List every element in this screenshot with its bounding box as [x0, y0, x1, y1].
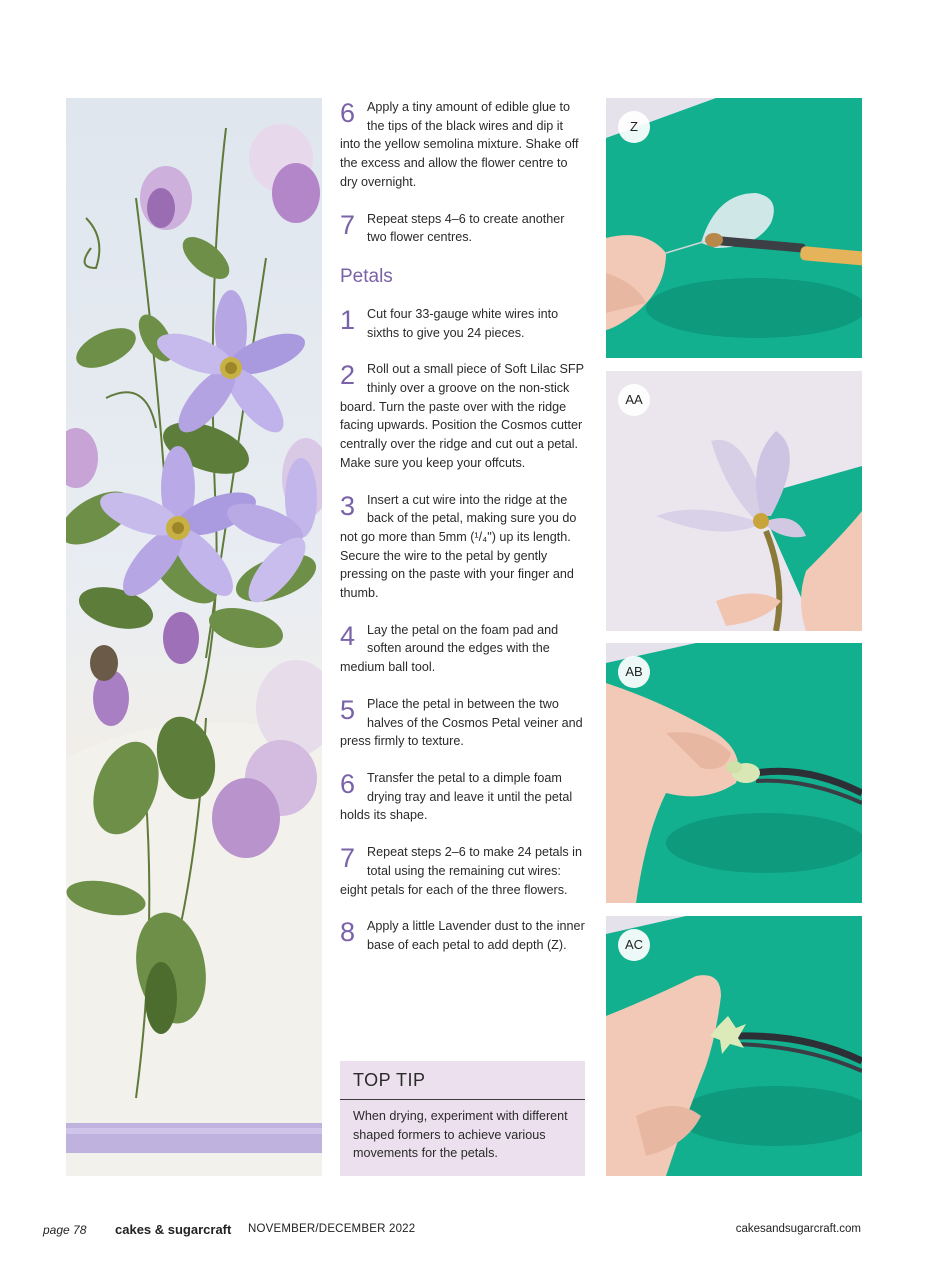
top-tip-body: When drying, experiment with different shaped formers to achieve various movements for the petals. [353, 1109, 568, 1161]
petal-step-7 [340, 843, 585, 899]
step-text: Repeat steps 2–6 to make 24 petals in total using the remaining cut wires: eight petals for each of the three flowers. [340, 845, 582, 897]
step-text: Place the petal in between the two halves of the Cosmos Petal veiner and press firmly to texture. [340, 696, 583, 749]
photo-ab [606, 643, 862, 903]
step-number: 7 [340, 209, 356, 240]
photo-label-z: Z [618, 111, 650, 143]
step-text: Roll out a small piece of Soft Lilac SFP thinly over a groove on the non-stick board. Turn the paste over with the ridge facing upwards. Position the Cosmos cutter centrally over the ridge and cut out a petal. Make sure you keep your offcuts. [340, 362, 584, 470]
step-6-glue [340, 98, 585, 192]
photo-ac [606, 916, 862, 1176]
step-text: Transfer the petal to a dimple foam drying tray and leave it until the petal holds its shape. [340, 770, 573, 823]
petal-step-2 [340, 360, 585, 472]
website-link[interactable]: cakesandsugarcraft.com [735, 1223, 861, 1235]
petal-step-1 [340, 305, 585, 342]
step-number: 8 [340, 917, 356, 948]
step-text: Insert a cut wire into the ridge at the back of the petal, making sure you do not go more than 5mm (¹/₄") up its length. Secure the wire to the petal by gently pressing on the paste with your finger and thumb. [340, 492, 577, 601]
step-number: 4 [340, 620, 356, 651]
step-text: Apply a little Lavender dust to the inner base of each petal to add depth (Z). [367, 919, 585, 952]
step-number: 3 [340, 490, 356, 521]
step-text: Cut four 33-gauge white wires into sixths to give you 24 pieces. [367, 306, 559, 340]
photo-label-ab: AB [618, 656, 650, 688]
step-number: 6 [340, 98, 356, 128]
page-number: page 78 [43, 1223, 87, 1237]
step-number: 6 [340, 768, 356, 799]
photo-label-ac: AC [618, 929, 650, 961]
top-tip-heading: TOP TIP [340, 1061, 585, 1100]
magazine-title: cakes & sugarcraft [115, 1222, 232, 1237]
petal-step-3 [340, 491, 585, 603]
petal-step-4 [340, 621, 585, 677]
petal-step-5 [340, 695, 585, 751]
step-number: 7 [340, 843, 356, 874]
top-tip-box [340, 1061, 585, 1176]
step-number: 2 [340, 360, 356, 391]
section-title-petals: Petals [340, 265, 393, 287]
step-7-repeat [340, 210, 585, 247]
step-text: Repeat steps 4–6 to create another two flower centres. [367, 211, 565, 245]
photo-z [606, 98, 862, 358]
step-text: Apply a tiny amount of edible glue to the tips of the black wires and dip it into the yellow semolina mixture. Shake off the excess and allow the flower centre to dry overnight. [340, 100, 579, 189]
issue-date: NOVEMBER/DECEMBER 2022 [248, 1223, 416, 1235]
step-text: Lay the petal on the foam pad and soften around the edges with the medium ball tool. [340, 622, 559, 675]
photo-label-aa: AA [618, 384, 650, 416]
petal-step-8 [340, 917, 585, 954]
sweet-pea-cosmos-cake-photo [66, 98, 322, 1176]
instructions-column [340, 98, 585, 973]
step-number: 1 [340, 304, 356, 335]
photo-aa [606, 371, 862, 631]
step-number: 5 [340, 694, 356, 725]
petal-step-6 [340, 769, 585, 825]
